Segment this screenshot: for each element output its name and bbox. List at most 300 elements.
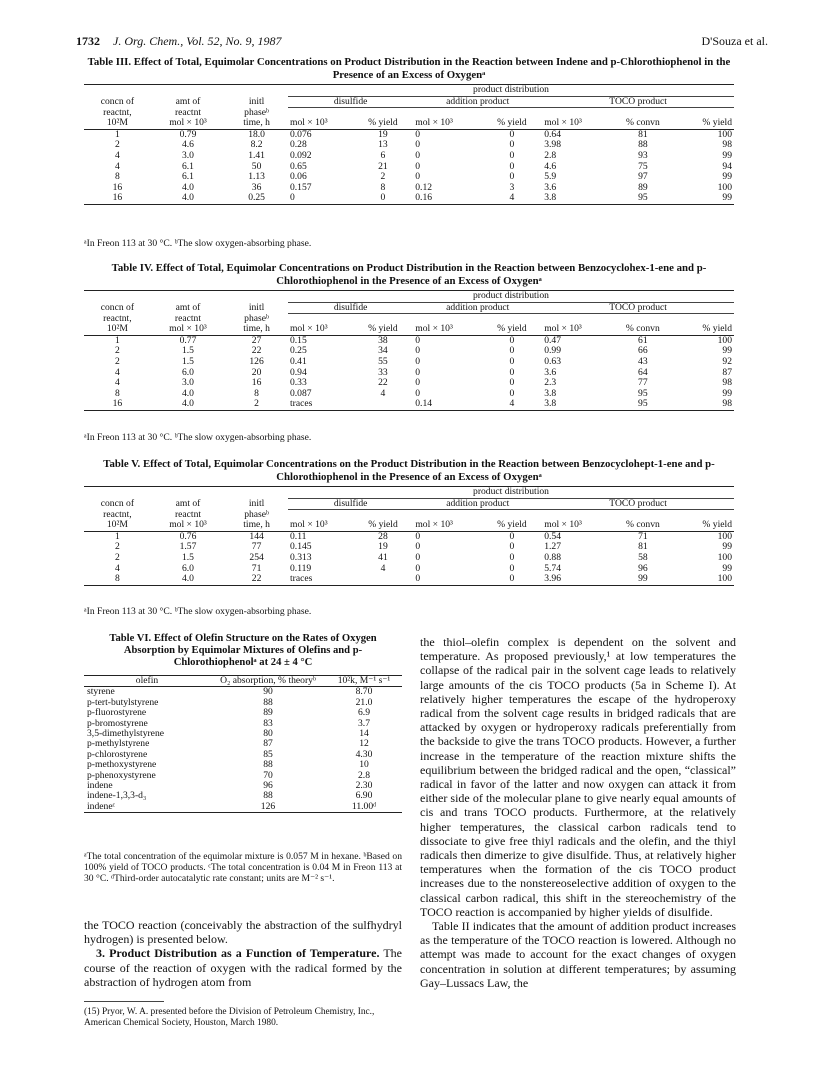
- col-amt-2: reactnt: [174, 106, 202, 118]
- table-cell: 99: [722, 150, 732, 162]
- table-cell: 2: [225, 399, 288, 410]
- table-cell: traces: [288, 574, 353, 585]
- table-cell: 55: [378, 356, 388, 368]
- table6-caption: Table VI. Effect of Olefin Structure on the Rates of Oxygen Absorption by Equimolar Mixtures of Olefins and p-Chlorothiophenolᵃ at 24 ± 4 °C: [109, 633, 377, 669]
- col-amt: amt of: [175, 498, 201, 510]
- table-cell: 98: [722, 377, 732, 389]
- table-cell: 0.076: [289, 128, 312, 140]
- table-cell: 0.092: [289, 150, 312, 162]
- table-cell: 99: [722, 387, 732, 399]
- table-cell: 3.0: [181, 150, 194, 162]
- table-cell: 0: [482, 574, 543, 585]
- table-cell: 38: [378, 334, 388, 346]
- col-initl: initl: [248, 96, 265, 108]
- table-cell: 8.2: [250, 139, 263, 151]
- table-cell: 2: [114, 541, 120, 553]
- col-addition-yield: % yield: [482, 118, 543, 129]
- table-cell: 0: [415, 366, 421, 378]
- table-cell: 0.16: [413, 193, 481, 204]
- table-cell: 0: [353, 193, 414, 204]
- table-cell: 70: [263, 769, 273, 781]
- table-cell: 6: [380, 150, 386, 162]
- table-cell: 21.0: [355, 696, 373, 708]
- paragraph: the TOCO reaction (conceivably the abstraction of the sulfhydryl hydrogen) is presented below.: [84, 918, 402, 947]
- col-amt-3: mol × 10³: [151, 520, 225, 531]
- table-cell: 100: [717, 181, 732, 193]
- table-cell: 3.6: [544, 366, 557, 378]
- table-cell: 5.9: [544, 171, 557, 183]
- table5: [84, 486, 734, 586]
- table-cell: 89: [638, 181, 648, 193]
- table-cell: indene: [87, 780, 113, 792]
- col-initl: initl: [248, 498, 265, 510]
- group-addition: addition product: [413, 302, 542, 314]
- table-cell: 0: [509, 334, 515, 346]
- table-cell: 64: [638, 366, 648, 378]
- table-cell: 77: [638, 377, 648, 389]
- col-toco-mol: mol × 10³: [542, 118, 610, 129]
- table-cell: 0: [509, 366, 515, 378]
- table-cell: 43: [638, 356, 648, 368]
- col-amt-3: mol × 10³: [151, 118, 225, 129]
- table-cell: 98: [675, 399, 734, 410]
- table-cell: 50: [251, 160, 262, 172]
- product-distribution-header: product distribution: [288, 85, 734, 97]
- table-cell: 2: [114, 552, 120, 564]
- paragraph: Table II indicates that the amount of addition product increases as the temperature of the TOCO reaction is lowered. Although no attempt was made to account for the exact changes of oxygen concentration in solution at different temperatures; by assuming Gay–Lussacs Law, the: [420, 919, 736, 990]
- table-cell: 0: [415, 334, 421, 346]
- table-cell: 0: [509, 541, 515, 553]
- table-cell: 6.0: [181, 366, 194, 378]
- col-addition-mol: mol × 10³: [413, 520, 481, 531]
- table-cell: 1.27: [544, 541, 562, 553]
- col-toco-mol: mol × 10³: [542, 324, 610, 335]
- group-disulfide: disulfide: [288, 302, 413, 314]
- table-cell: 99: [722, 345, 732, 357]
- table4: [84, 290, 734, 411]
- col-amt: amt of: [175, 302, 201, 314]
- table-cell: 0: [509, 160, 515, 172]
- table-cell: 8: [84, 574, 151, 585]
- col-initl-3: time, h: [225, 324, 288, 335]
- col-initl-3: time, h: [225, 520, 288, 531]
- table-cell: [353, 399, 414, 410]
- col-initl-2: phaseᵇ: [244, 508, 270, 520]
- table-cell: 0.313: [290, 552, 312, 564]
- table-cell: 11.00ᵈ: [326, 802, 402, 813]
- table-cell: 4: [114, 366, 120, 378]
- group-toco: TOCO product: [542, 96, 734, 108]
- col-toco-yield: % yield: [675, 520, 734, 531]
- table-cell: 22: [251, 345, 262, 357]
- col-amt-2: reactnt: [174, 312, 202, 324]
- table-cell: 100: [717, 334, 732, 346]
- table-cell: 3.98: [544, 139, 562, 151]
- col-disulfide-mol: mol × 10³: [288, 324, 353, 335]
- table-cell: 0: [415, 552, 421, 564]
- table-cell: 0: [509, 562, 515, 574]
- table-cell: 33: [378, 366, 388, 378]
- table-cell: 0: [415, 530, 421, 542]
- table-cell: 90: [263, 686, 273, 698]
- table-cell: 6.0: [181, 562, 194, 574]
- table-cell: 16: [84, 193, 151, 204]
- table4-footnote: ᵃIn Freon 113 at 30 °C. ᵇThe slow oxygen-absorbing phase.: [84, 432, 312, 443]
- section-heading: 3. Product Distribution as a Function of Temperature.: [96, 946, 380, 961]
- col-addition-yield: % yield: [482, 324, 543, 335]
- table-cell: styrene: [87, 686, 115, 698]
- table-cell: 95: [611, 399, 676, 410]
- table-cell: 83: [263, 717, 273, 729]
- col-o2-absorption: O₂ absorption, % theoryᵇ: [210, 676, 326, 687]
- table-cell: 16: [112, 181, 123, 193]
- table-cell: 3.7: [358, 717, 370, 729]
- table-cell: 10: [359, 759, 369, 771]
- table-cell: 0.41: [289, 356, 307, 368]
- col-concn-2: reactnt,: [103, 312, 132, 324]
- table-cell: 3.8: [542, 193, 610, 204]
- table-cell: 93: [638, 150, 648, 162]
- table-cell: 0.145: [290, 541, 312, 553]
- table-cell: 4.0: [151, 399, 225, 410]
- table-cell: 87: [263, 738, 273, 750]
- table-cell: 75: [638, 160, 648, 172]
- table-cell: 81: [638, 541, 648, 553]
- table-cell: 4.0: [181, 387, 194, 399]
- table-cell: 3.6: [544, 181, 557, 193]
- table-cell: 0: [415, 139, 421, 151]
- table-cell: 4: [482, 193, 543, 204]
- col-disulfide-mol: mol × 10³: [288, 520, 353, 531]
- table-cell: 88: [263, 696, 273, 708]
- table-cell: 0: [415, 562, 421, 574]
- table-cell: 41: [378, 552, 388, 564]
- table5-footnote: ᵃIn Freon 113 at 30 °C. ᵇThe slow oxygen-absorbing phase.: [84, 606, 312, 617]
- table-cell: 0: [415, 387, 421, 399]
- group-toco: TOCO product: [542, 498, 734, 510]
- table-cell: 71: [251, 562, 262, 574]
- col-toco-convn: % convn: [611, 324, 676, 335]
- table-cell: 0.06: [289, 171, 307, 183]
- table-cell: 0: [415, 128, 421, 140]
- col-amt-3: mol × 10³: [151, 324, 225, 335]
- col-initl: initl: [248, 302, 265, 314]
- table-cell: 99: [722, 171, 732, 183]
- table-cell: p-tert-butylstyrene: [87, 696, 159, 708]
- table-cell: 254: [249, 552, 264, 564]
- col-toco-mol: mol × 10³: [542, 520, 610, 531]
- table-cell: 22: [225, 574, 288, 585]
- table-cell: 36: [251, 181, 262, 193]
- col-initl-2: phaseᵇ: [244, 106, 269, 118]
- table-cell: 0.087: [289, 387, 312, 399]
- table-cell: 5.74: [544, 562, 562, 574]
- table-cell: 97: [638, 171, 648, 183]
- group-addition: addition product: [413, 498, 542, 510]
- table-cell: 14: [359, 728, 369, 740]
- journal-citation: J. Org. Chem., Vol. 52, No. 9, 1987: [113, 34, 282, 48]
- col-olefin: olefin: [84, 676, 210, 687]
- table-cell: 100: [717, 552, 732, 564]
- table-cell: 81: [638, 128, 648, 140]
- table-cell: 4.0: [181, 181, 194, 193]
- table-cell: 0: [509, 530, 515, 542]
- table-cell: 2: [114, 139, 120, 151]
- table3-footnote: ᵃIn Freon 113 at 30 °C. ᵇThe slow oxygen-absorbing phase.: [84, 238, 312, 249]
- col-concn: concn of: [100, 96, 135, 108]
- page-number: 1732: [76, 34, 100, 48]
- table-row: [84, 771, 402, 781]
- table-cell: 0.119: [290, 562, 312, 574]
- table-cell: 4: [114, 160, 120, 172]
- table-cell: 0: [509, 345, 515, 357]
- table-cell: 13: [378, 139, 388, 151]
- table-cell: 2: [114, 345, 120, 357]
- table-cell: p-methylstyrene: [87, 738, 150, 750]
- table-cell: 0.14: [413, 399, 481, 410]
- table-cell: 6.9: [358, 707, 370, 719]
- table-cell: 4: [114, 377, 120, 389]
- table-cell: 6.1: [181, 171, 194, 183]
- table-cell: p-phenoxystyrene: [87, 769, 156, 781]
- table-cell: 27: [251, 334, 262, 346]
- table-cell: 77: [251, 541, 262, 553]
- group-disulfide: disulfide: [288, 498, 413, 510]
- col-addition-mol: mol × 10³: [413, 324, 481, 335]
- table-cell: 0: [288, 193, 353, 204]
- table-cell: 1.13: [248, 171, 265, 183]
- col-amt: amt of: [175, 96, 201, 108]
- table-cell: 6.1: [181, 160, 194, 172]
- table-cell: 6.90: [355, 790, 373, 802]
- table-cell: 0.99: [544, 345, 561, 357]
- table-cell: 4: [114, 150, 120, 162]
- table-cell: 22: [378, 377, 388, 389]
- table6: [84, 675, 402, 813]
- table-cell: 0: [509, 128, 515, 140]
- table-cell: 126: [249, 356, 264, 368]
- table-cell: 99: [722, 541, 732, 553]
- table-cell: 0: [509, 552, 515, 564]
- table-cell: traces: [288, 399, 353, 410]
- table-cell: 2.30: [355, 780, 373, 792]
- table-cell: 88: [263, 790, 273, 802]
- table-cell: 1.5: [181, 552, 194, 564]
- table-cell: 0: [413, 574, 481, 585]
- table-cell: 8.70: [355, 686, 373, 698]
- table-cell: 1.5: [181, 345, 194, 357]
- table-cell: 0.28: [289, 139, 307, 151]
- table-cell: 4: [380, 562, 386, 574]
- table-cell: 3.96: [542, 574, 610, 585]
- table-cell: 144: [249, 530, 264, 542]
- paragraph: the thiol–olefin complex is dependent on the solvent and temperature. As proposed previously,¹ at low temperatures the collapse of the radical pair in the solvent cage leads to relatively large amounts of the cis TOCO products (5a in Scheme I). At relatively higher temperatures the escape of the hydroperoxy radical from the solvent cage results in bridged radicals that are attacked by oxygen or hydroperoxy radicals preferentially from the backside to give the trans TOCO products. However, a further increase in the temperature of the reaction mixture shifts the equilibrium between the bridged radical and the open, “classical” radical in favor of the latter and now oxygen can attack it from either side of the molecular plane to give nearly equal amounts of cis and trans TOCO products. Furthermore, at the relatively higher temperatures, the classical carbon radicals tend to dissociate to give free thiyl radicals and the olefin, and the thiyl radicals then dimerize to give disulfide. Thus, at relatively higher temperatures when the formation of the cis TOCO product increases due to the nonstereoselective addition of oxygen to the classical carbon radical, this shift in the stereochemistry of the TOCO reaction is accompanied by higher yields of disulfide.: [420, 635, 736, 919]
- table-cell: 1: [114, 530, 120, 542]
- table-cell: 0.157: [289, 181, 312, 193]
- table-cell: 0: [415, 160, 421, 172]
- table-cell: [353, 574, 414, 585]
- left-column-text: [84, 918, 402, 989]
- reference-15: (15) Pryor, W. A. presented before the Division of Petroleum Chemistry, Inc., American Chemical Society, Houston, March 1980.: [84, 1007, 375, 1028]
- table-cell: 98: [722, 139, 732, 151]
- group-disulfide: disulfide: [288, 96, 413, 108]
- col-addition-yield: % yield: [482, 520, 543, 531]
- table-cell: 0: [415, 150, 421, 162]
- right-column-text: [420, 635, 736, 990]
- table-cell: 0.76: [179, 530, 197, 542]
- table-cell: 2: [380, 171, 386, 183]
- table-cell: 0.64: [544, 128, 562, 140]
- col-concn: concn of: [100, 302, 135, 314]
- table-cell: 4: [482, 399, 543, 410]
- table-cell: 96: [638, 562, 648, 574]
- table-cell: 34: [378, 345, 388, 357]
- table-cell: 21: [378, 160, 388, 172]
- col-initl-2: phaseᵇ: [244, 312, 269, 324]
- table-cell: 0.65: [289, 160, 307, 172]
- table-cell: 0: [415, 356, 421, 368]
- table-cell: 8: [380, 181, 386, 193]
- table-cell: 3.0: [181, 377, 194, 389]
- table-cell: 126: [210, 802, 326, 813]
- table-cell: 99: [722, 562, 732, 574]
- table-cell: 16: [251, 377, 262, 389]
- table-cell: 100: [675, 574, 734, 585]
- table-cell: 3: [509, 181, 515, 193]
- table-cell: 12: [359, 738, 369, 750]
- table-cell: 0.79: [179, 128, 197, 140]
- table-cell: 2.8: [544, 150, 557, 162]
- table-cell: 20: [251, 366, 262, 378]
- table-cell: p-bromostyrene: [87, 717, 148, 729]
- table-cell: 3.8: [542, 399, 610, 410]
- table-cell: 16: [84, 399, 151, 410]
- group-toco: TOCO product: [542, 302, 734, 314]
- table-cell: 85: [263, 748, 273, 760]
- table-cell: 0.94: [289, 366, 307, 378]
- product-distribution-header: product distribution: [288, 291, 734, 303]
- table-cell: 99: [675, 193, 734, 204]
- table3: [84, 84, 734, 205]
- col-concn: concn of: [100, 498, 135, 510]
- table-cell: 3,5-dimethylstyrene: [87, 728, 164, 740]
- table-cell: 2.3: [544, 377, 557, 389]
- table-cell: 0.11: [290, 530, 307, 542]
- author-header: D'Souza et al.: [701, 34, 768, 48]
- col-concn-3: 10²M: [84, 520, 151, 531]
- table-row: [84, 193, 734, 204]
- group-addition: addition product: [413, 96, 542, 108]
- table-cell: 0: [509, 387, 515, 399]
- table-cell: 8: [114, 387, 120, 399]
- col-toco-yield: % yield: [675, 118, 734, 129]
- table-cell: 0: [509, 150, 515, 162]
- col-concn-2: reactnt,: [103, 508, 132, 520]
- table-cell: 0.15: [289, 334, 307, 346]
- table-cell: 19: [378, 128, 388, 140]
- table-cell: 0.12: [415, 181, 433, 193]
- table-cell: 95: [638, 387, 648, 399]
- table-row: [84, 802, 402, 813]
- table-cell: 71: [638, 530, 648, 542]
- table-cell: 4.0: [151, 193, 225, 204]
- col-initl-3: time, h: [225, 118, 288, 129]
- table-cell: 96: [263, 780, 273, 792]
- table-cell: p-methoxystyrene: [87, 759, 157, 771]
- table-cell: 99: [611, 574, 676, 585]
- product-distribution-header: product distribution: [288, 487, 734, 499]
- table-cell: 18.0: [248, 128, 265, 140]
- table-cell: 100: [717, 530, 732, 542]
- table-cell: 3.8: [544, 387, 557, 399]
- table-cell: 8: [114, 171, 120, 183]
- col-toco-convn: % convn: [611, 520, 676, 531]
- table6-footnote: ᵃThe total concentration of the equimolar mixture is 0.057 M in hexane. ᵇBased on 100% yield of TOCO products. ᶜThe total concentration is 0.04 M in Freon 113 at 30 °C. ᵈThird-order autocatalytic rate constant; units are M⁻² s⁻¹.: [84, 851, 402, 884]
- table-cell: 2.8: [358, 769, 370, 781]
- col-disulfide-yield: % yield: [353, 324, 414, 335]
- table-cell: 0.88: [544, 552, 562, 564]
- col-toco-yield: % yield: [675, 324, 734, 335]
- table-cell: 92: [722, 356, 732, 368]
- col-amt-2: reactnt: [174, 508, 202, 520]
- table-cell: 87: [722, 366, 732, 378]
- col-addition-mol: mol × 10³: [413, 118, 481, 129]
- table-cell: 0: [415, 345, 421, 357]
- table-cell: 0: [415, 541, 421, 553]
- table-cell: p-chlorostyrene: [87, 748, 148, 760]
- table-cell: 4.6: [544, 160, 557, 172]
- col-concn-2: reactnt,: [103, 106, 132, 118]
- table-cell: 1.57: [179, 541, 197, 553]
- table-cell: 0: [509, 377, 515, 389]
- table-cell: 1.5: [181, 356, 194, 368]
- footnote-divider: [84, 1001, 164, 1002]
- col-toco-convn: % convn: [611, 118, 676, 129]
- running-header: [76, 34, 768, 49]
- table-cell: 0: [415, 377, 421, 389]
- table-cell: 4.6: [181, 139, 194, 151]
- table5-caption: Table V. Effect of Total, Equimolar Concentrations on the Product Distribution in the Reaction between Benzocyclohept-1-ene and p-Chlorothiophenol in the Presence of an Excess of Oxygenᵃ: [103, 458, 715, 483]
- table-cell: 4: [380, 387, 386, 399]
- table-cell: 89: [263, 707, 273, 719]
- table-cell: 0.63: [544, 356, 561, 368]
- table-cell: 0.77: [179, 334, 197, 346]
- table-cell: 61: [638, 334, 648, 346]
- col-disulfide-yield: % yield: [353, 520, 414, 531]
- table-cell: 0: [509, 171, 515, 183]
- col-concn-3: 10²M: [84, 118, 151, 129]
- table-cell: 0.54: [544, 530, 562, 542]
- table4-caption: Table IV. Effect of Total, Equimolar Concentrations on Product Distribution in the Reaction between Benzocyclohex-1-ene and p-Chlorothiophenol in the Presence of an Excess of Oxygenᵃ: [111, 262, 707, 287]
- table-cell: 4: [114, 562, 120, 574]
- table-cell: 80: [263, 728, 273, 740]
- table-cell: 4.30: [355, 748, 373, 760]
- col-disulfide-yield: % yield: [353, 118, 414, 129]
- table-cell: indeneᶜ: [84, 802, 210, 813]
- table-cell: 4.0: [151, 574, 225, 585]
- table-cell: 0.25: [225, 193, 288, 204]
- table-row: [84, 574, 734, 585]
- table-cell: 95: [611, 193, 676, 204]
- table-cell: 100: [717, 128, 732, 140]
- table-row: [84, 399, 734, 410]
- table-cell: 0.25: [289, 345, 307, 357]
- table-cell: 8: [254, 387, 259, 399]
- table-cell: 1: [114, 334, 120, 346]
- table-cell: 2: [114, 356, 120, 368]
- table-cell: 0: [415, 171, 421, 183]
- table-cell: indene-1,3,3-d₃: [87, 790, 147, 802]
